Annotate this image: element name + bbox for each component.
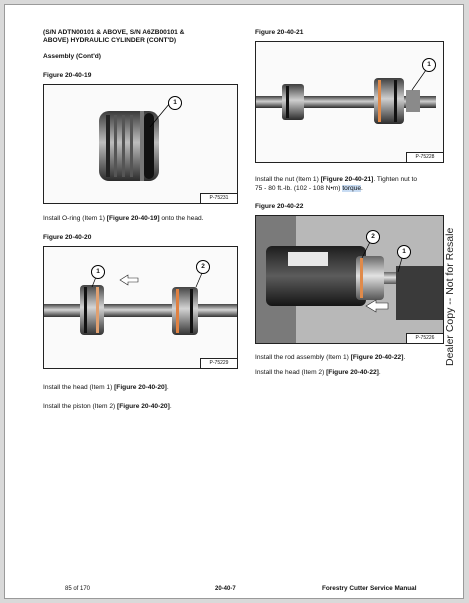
subheading: Assembly (Cont'd) xyxy=(43,53,101,60)
photo-number: P-75226 xyxy=(406,333,443,343)
section-title-line1: (S/N ADTN00101 & ABOVE, S/N A6ZB00101 & xyxy=(43,29,185,36)
footer-section-code: 20-40-7 xyxy=(215,586,236,592)
step-install-head-2: Install the head (Item 2) [Figure 20-40-22]. xyxy=(255,369,381,376)
highlighted-word: torque xyxy=(342,185,362,192)
callout-1: 1 xyxy=(168,96,182,110)
step-install-oring: Install O-ring (Item 1) [Figure 20-40-19] onto the head. xyxy=(43,215,204,222)
callout-1: 1 xyxy=(422,58,436,72)
figure-20-40-20 xyxy=(43,246,238,369)
figure-20-40-22 xyxy=(255,215,444,344)
figure-20-40-21 xyxy=(255,41,444,163)
figure-title-20: Figure 20-40-20 xyxy=(43,234,92,241)
figure-title-22: Figure 20-40-22 xyxy=(255,203,304,210)
dealer-copy-watermark: Dealer Copy -- Not for Resale xyxy=(444,227,456,366)
footer-manual-title: Forestry Cutter Service Manual xyxy=(322,585,417,592)
step-install-nut-line2: 75 - 80 ft.-lb. (102 - 108 N•m) torque. xyxy=(255,185,363,192)
callout-2: 2 xyxy=(366,230,380,244)
photo-number: P-75228 xyxy=(406,152,443,162)
step-install-rod-assembly: Install the rod assembly (Item 1) [Figure 20-40-22]. xyxy=(255,354,406,361)
photo-number: P-75229 xyxy=(200,358,237,368)
step-install-nut-line1: Install the nut (Item 1) [Figure 20-40-21]. Tighten nut to xyxy=(255,176,418,183)
step-install-piston: Install the piston (Item 2) [Figure 20-40-20]. xyxy=(43,403,172,410)
figure-20-40-19 xyxy=(43,84,238,204)
callout-2: 2 xyxy=(196,260,210,274)
callout-1: 1 xyxy=(91,265,105,279)
manual-page xyxy=(4,4,464,599)
photo-number: P-75231 xyxy=(200,193,237,203)
callout-1: 1 xyxy=(397,245,411,259)
step-install-head: Install the head (Item 1) [Figure 20-40-20]. xyxy=(43,384,169,391)
figure-title-21: Figure 20-40-21 xyxy=(255,29,304,36)
head-part-illustration xyxy=(44,85,237,203)
nut-install-illustration xyxy=(256,42,443,162)
section-title-line2: ABOVE) HYDRAULIC CYLINDER (CONT'D) xyxy=(43,37,177,44)
figure-title-19: Figure 20-40-19 xyxy=(43,72,92,79)
footer-page-count: 85 of 170 xyxy=(65,586,91,592)
rod-assembly-illustration xyxy=(256,216,443,343)
